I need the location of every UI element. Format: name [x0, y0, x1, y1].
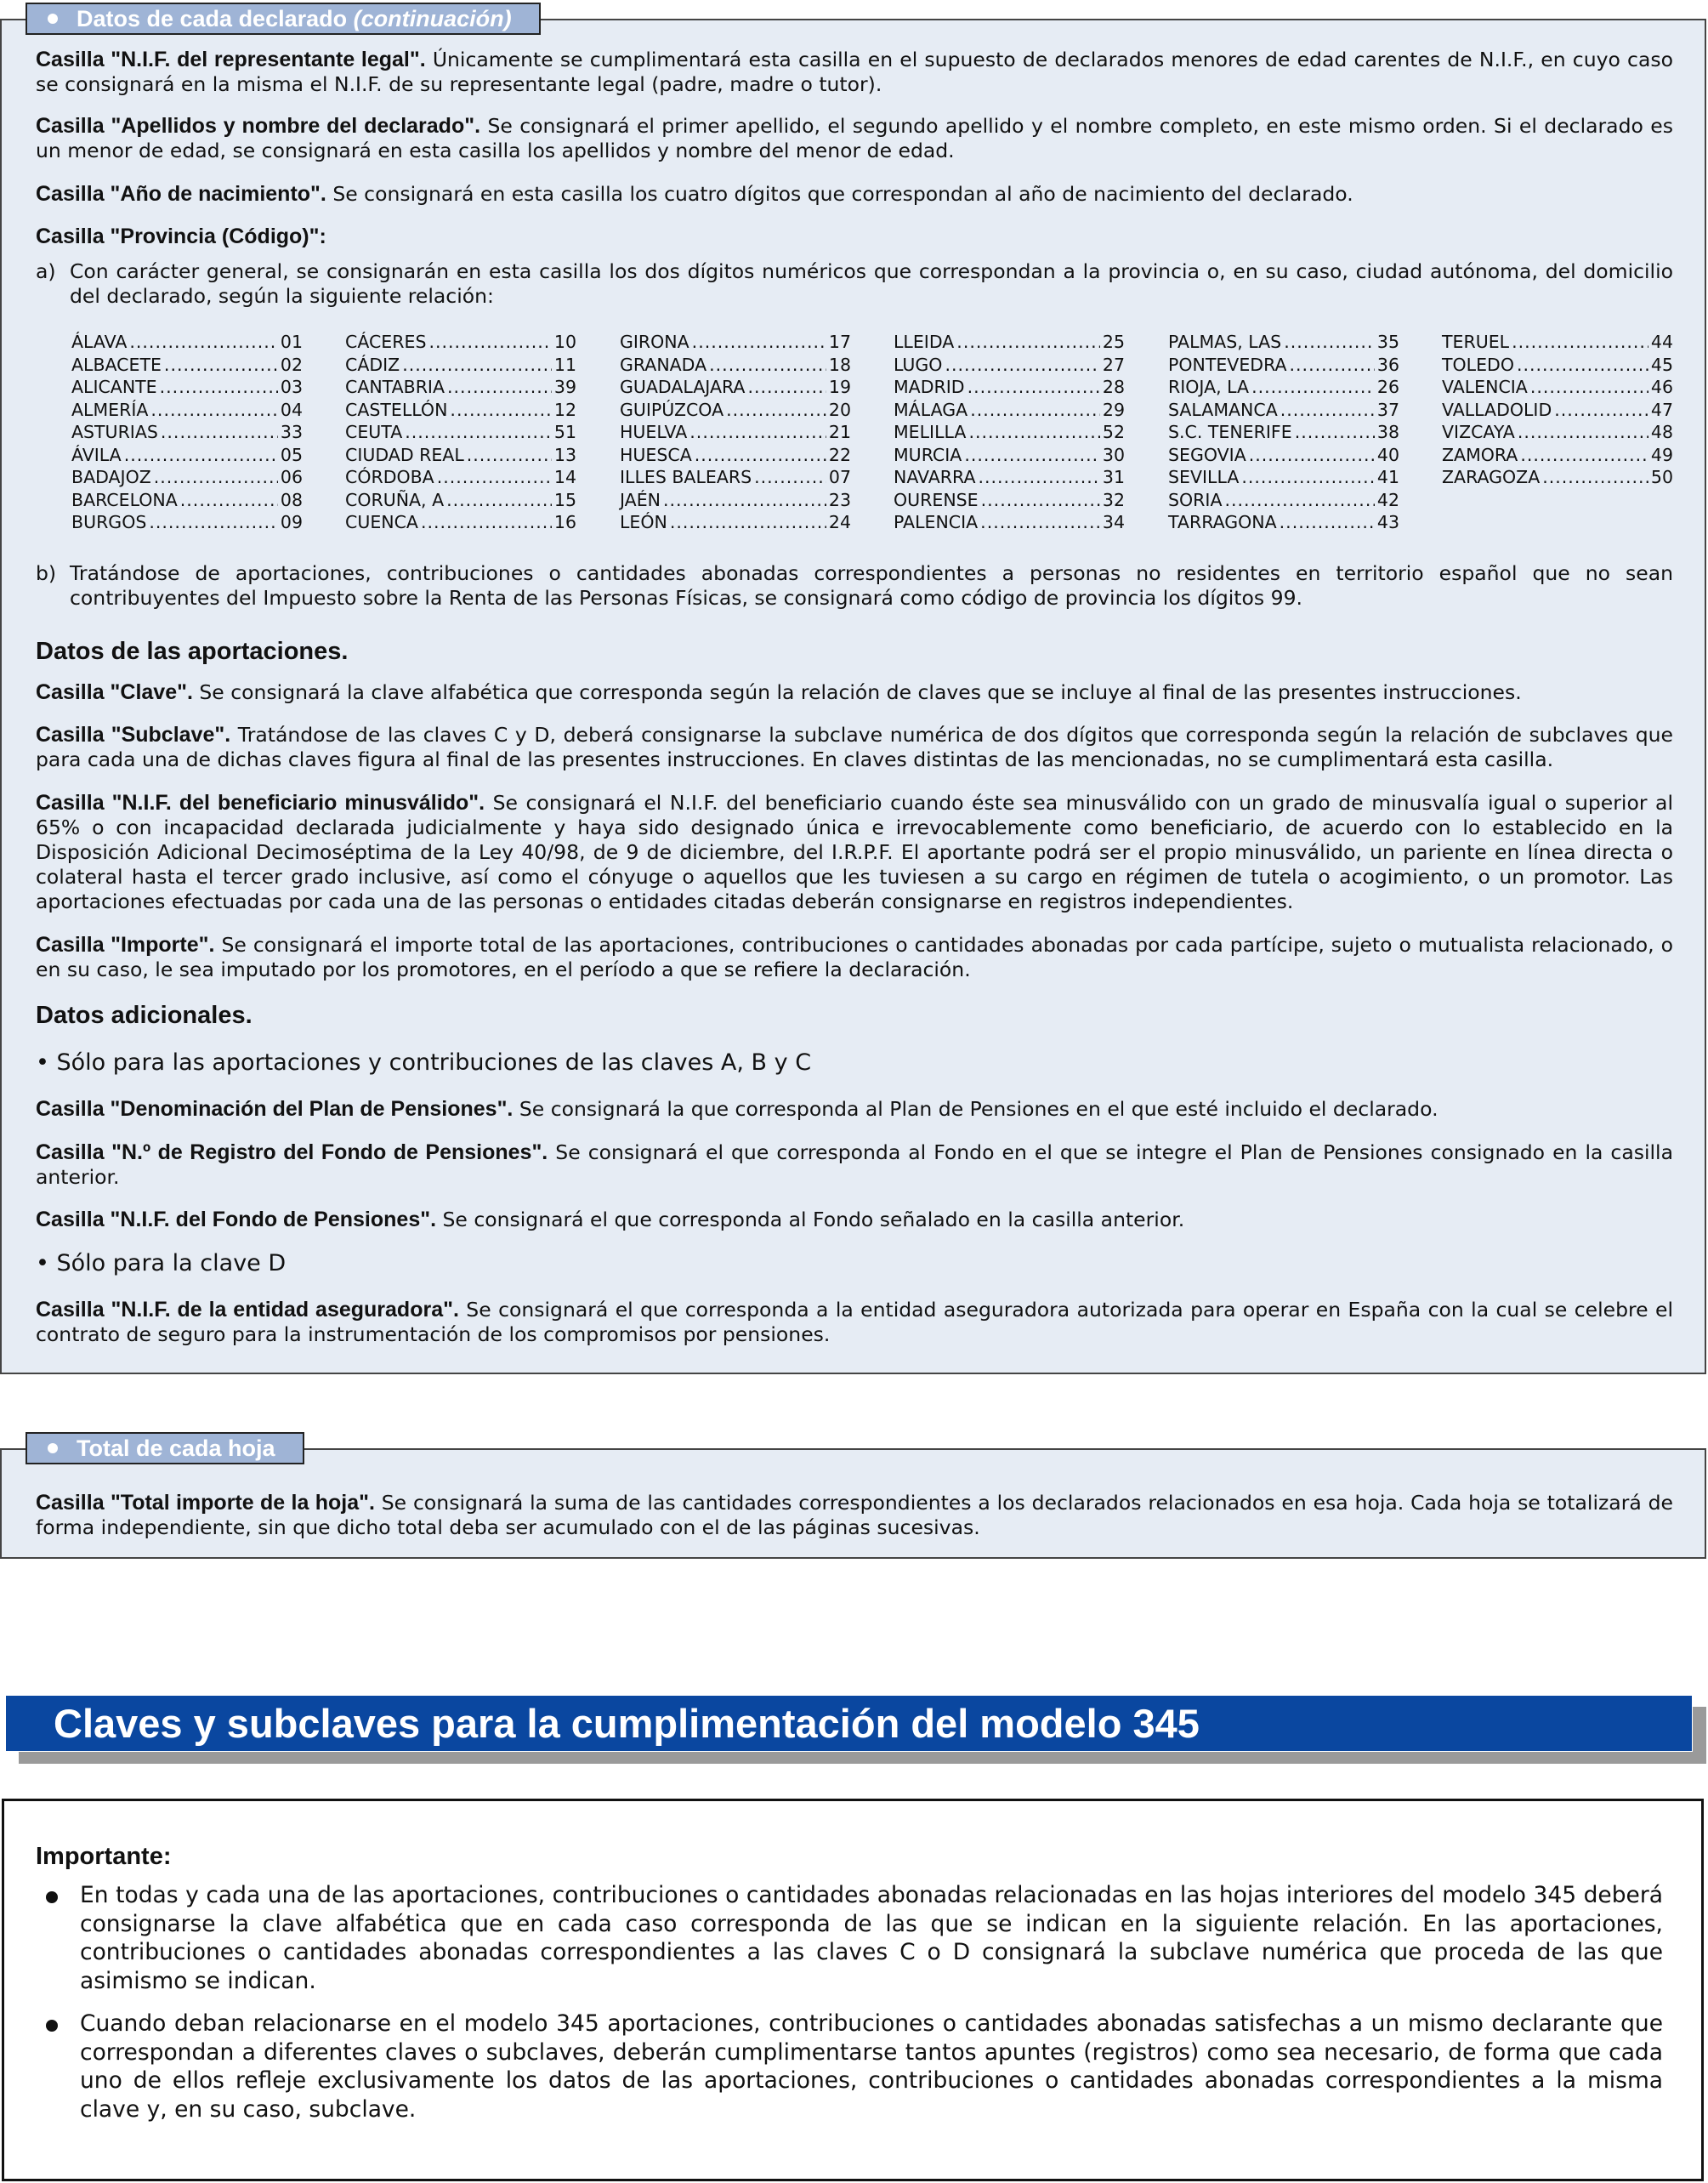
province-name: ILLES BALEARS [620, 467, 752, 487]
province-name: ZAMORA [1442, 444, 1518, 465]
province-code: 20 [828, 399, 851, 420]
province-row [1168, 466, 1399, 489]
casilla-text: Se consignará la clave alfabética que corresponda según la relación de claves que se incluye al final de las presentes instrucciones. [192, 680, 1522, 704]
list-letter-a: a) [36, 259, 56, 283]
province-code: 11 [553, 354, 576, 375]
dot-leader [1280, 511, 1375, 534]
province-code: 47 [1650, 399, 1673, 420]
dot-leader [1241, 466, 1375, 489]
bullet-dot-icon [46, 1891, 58, 1903]
province-code: 45 [1650, 354, 1673, 375]
province-name: MELILLA [894, 422, 967, 442]
province-code: 19 [828, 377, 851, 397]
province-code: 50 [1650, 467, 1673, 487]
province-row [1442, 466, 1673, 489]
province-code: 32 [1102, 489, 1125, 510]
province-code: 05 [280, 444, 303, 465]
province-row [894, 511, 1125, 534]
province-code: 27 [1102, 354, 1125, 375]
casilla-text: Únicamente se cumplimentará esta casilla en el supuesto de declarados menores de edad carentes de N.I.F., en cuyo caso se consignará en la misma el N.I.F. de su representante legal (padre, madre o tutor). [36, 48, 1673, 96]
dot-leader [124, 444, 278, 467]
dot-leader [1280, 399, 1375, 422]
province-code: 25 [1102, 332, 1125, 352]
bullet-icon [48, 1443, 58, 1453]
province-row [1442, 331, 1673, 354]
province-column [620, 331, 851, 534]
province-code: 10 [553, 332, 576, 352]
casilla-nif-representante [36, 48, 1673, 97]
province-row [345, 444, 576, 467]
province-name: SEVILLA [1168, 467, 1240, 487]
province-column [71, 331, 303, 534]
dot-leader [1517, 354, 1648, 377]
province-code: 39 [553, 377, 576, 397]
province-code: 09 [280, 512, 303, 532]
dot-leader [1251, 376, 1375, 399]
dot-leader [670, 511, 826, 534]
dot-leader [180, 489, 278, 512]
province-row [345, 489, 576, 512]
province-name: LLEIDA [894, 332, 955, 352]
dot-leader [1249, 444, 1375, 467]
province-name: LUGO [894, 354, 943, 375]
dot-leader [956, 331, 1100, 354]
province-name: LEÓN [620, 512, 667, 532]
province-row [620, 376, 851, 399]
province-name: GRANADA [620, 354, 707, 375]
province-row [1168, 331, 1399, 354]
casilla-text: Se consignará el primer apellido, el segundo apellido y el nombre completo, en este mismo orden. Si el declarado es un menor de edad, se consignará en esta casilla los apellidos y nombre del menor de edad. [36, 114, 1673, 162]
province-name: PONTEVEDRA [1168, 354, 1287, 375]
province-name: GUIPÚZCOA [620, 399, 724, 420]
province-name: CEUTA [345, 422, 403, 442]
casilla-text: Se consignará el que corresponda al Fondo señalado en la casilla anterior. [436, 1208, 1185, 1231]
province-row [1442, 421, 1673, 444]
province-code: 22 [828, 444, 851, 465]
province-code: 01 [280, 332, 303, 352]
province-name: ALMERÍA [71, 399, 149, 420]
dot-leader [1530, 376, 1648, 399]
dot-leader [450, 399, 551, 422]
dot-leader [695, 444, 826, 467]
province-code: 15 [553, 489, 576, 510]
province-code: 28 [1102, 377, 1125, 397]
province-code: 33 [280, 422, 303, 442]
province-name: CIUDAD REAL [345, 444, 464, 465]
claves-banner: Claves y subclaves para la cumplimentación del modelo 345 [5, 1695, 1693, 1752]
province-code: 03 [280, 377, 303, 397]
province-name: ALICANTE [71, 377, 157, 397]
province-name: BADAJOZ [71, 467, 151, 487]
province-code: 51 [553, 422, 576, 442]
dot-leader [437, 466, 552, 489]
casilla-provincia [36, 225, 1673, 249]
casilla-label: Casilla "Total importe de la hoja". [36, 1491, 375, 1515]
importante-title: Importante: [36, 1843, 172, 1870]
province-code: 17 [828, 332, 851, 352]
province-row [1168, 444, 1399, 467]
province-row [1442, 354, 1673, 377]
province-name: SALAMANCA [1168, 399, 1278, 420]
bullet-icon [48, 14, 58, 24]
province-row [1168, 399, 1399, 422]
province-name: PALMAS, LAS [1168, 332, 1282, 352]
province-code: 52 [1102, 422, 1125, 442]
importante-item-1: En todas y cada una de las aportaciones, contribuciones o cantidades abonadas relacionadas en las hojas interiores del modelo 345 deberá consignarse la clave alfabética que en cada caso corresponda de las que se indican en la siguiente relación. En las aportaciones, contribuciones o cantidades abonadas correspondientes a las claves C o D consignará la subclave numérica que proceda de las que asimismo se indican. [80, 1882, 1663, 1994]
province-name: MADRID [894, 377, 965, 397]
province-code: 14 [553, 467, 576, 487]
province-row [620, 331, 851, 354]
province-name: CORUÑA, A [345, 489, 445, 510]
dot-leader [709, 354, 826, 377]
province-row [71, 421, 303, 444]
province-row [620, 489, 851, 512]
province-name: RIOJA, LA [1168, 377, 1250, 397]
province-code: 13 [553, 444, 576, 465]
casilla-label: Casilla "Denominación del Plan de Pensiones". [36, 1097, 514, 1121]
casilla-text: Se consignará el que corresponda al Fondo en el que se integre el Plan de Pensiones consignado en la casilla anterior. [36, 1140, 1673, 1189]
province-row [894, 466, 1125, 489]
province-code: 26 [1376, 377, 1399, 397]
provincia-b-text: Tratándose de aportaciones, contribuciones o cantidades abonadas correspondientes a personas no residentes en territorio español que no sean contribuyentes del Impuesto sobre la Renta de las Personas Físicas, se consignará como código de provincia los dígitos 99. [70, 561, 1673, 610]
dot-leader [970, 399, 1100, 422]
provincia-a-text: Con carácter general, se consignarán en esta casilla los dos dígitos numéricos que correspondan a la provincia o, en su caso, ciudad autónoma, del domicilio del declarado, según la siguiente relación: [70, 259, 1673, 308]
dot-leader [150, 399, 278, 422]
dot-leader [945, 354, 1099, 377]
province-code: 37 [1376, 399, 1399, 420]
province-code: 36 [1376, 354, 1399, 375]
casilla-text: Se consignará el importe total de las aportaciones, contribuciones o cantidades abonadas por cada partícipe, sujeto o mutualista relacionado, o en su caso, le sea imputado por los promotores, en el período a que se refiere la declaración. [36, 933, 1673, 981]
province-row [345, 331, 576, 354]
casilla-label: Casilla "Apellidos y nombre del declarado". [36, 114, 481, 138]
province-name: ASTURIAS [71, 422, 158, 442]
dot-leader [1520, 444, 1648, 467]
casilla-label: Casilla "Clave". [36, 680, 193, 704]
province-code: 43 [1376, 512, 1399, 532]
province-row [620, 354, 851, 377]
dot-leader [1554, 399, 1648, 422]
casilla-label: Casilla "Año de nacimiento". [36, 182, 326, 206]
province-name: MURCIA [894, 444, 962, 465]
dot-leader [1542, 466, 1648, 489]
province-code: 48 [1650, 422, 1673, 442]
province-name: VALENCIA [1442, 377, 1528, 397]
province-name: ZARAGOZA [1442, 467, 1541, 487]
province-row [1168, 421, 1399, 444]
dot-leader [1284, 331, 1375, 354]
section-title-suffix: (continuación) [353, 6, 512, 31]
province-row [71, 376, 303, 399]
bullet-claves-abc: • Sólo para las aportaciones y contribuciones de las claves A, B y C [36, 1049, 812, 1076]
section-title: Datos de cada declarado [77, 6, 348, 31]
dot-leader [161, 421, 278, 444]
casilla-anio [36, 182, 1673, 207]
dot-leader [129, 331, 278, 354]
casilla-text: Se consignará el N.I.F. del beneficiario cuando éste sea minusválido con un grado de minusvalía igual o superior al 65% o con incapacidad declarada judicialmente y haya sido designado única e irrevocablemente como beneficiario, de acuerdo con lo establecido en la Disposición Adicional Decimoséptima de la Ley 40/98, de 9 de diciembre, del I.R.P.F. El aportante podrá ser el propio minusválido, un pariente en línea directa o colateral hasta el tercer grado inclusive, así como el cónyuge o aquellos que les tuviesen a su cargo en régimen de tutela o acogimiento, o un promotor. Las aportaciones efectuadas por cada una de las personas o entidades citadas deberán consignarse en registros independientes. [36, 791, 1673, 913]
province-row [345, 376, 576, 399]
province-column [894, 331, 1125, 534]
province-row [894, 421, 1125, 444]
province-row [620, 511, 851, 534]
province-code: 49 [1650, 444, 1673, 465]
province-name: CUENCA [345, 512, 418, 532]
province-name: ALBACETE [71, 354, 162, 375]
province-name: MÁLAGA [894, 399, 968, 420]
province-row [620, 466, 851, 489]
province-code: 42 [1376, 489, 1399, 510]
province-code: 31 [1102, 467, 1125, 487]
province-row [345, 421, 576, 444]
province-name: GUADALAJARA [620, 377, 746, 397]
province-name: SORIA [1168, 489, 1223, 510]
province-code: 46 [1650, 377, 1673, 397]
province-row [894, 489, 1125, 512]
casilla-importe [36, 933, 1673, 982]
province-code: 35 [1376, 332, 1399, 352]
province-column [1442, 331, 1673, 489]
province-name: TERUEL [1442, 332, 1510, 352]
province-row [1168, 354, 1399, 377]
province-column [1168, 331, 1399, 534]
dot-leader [692, 331, 826, 354]
province-name: BARCELONA [71, 489, 178, 510]
dot-leader [1512, 331, 1648, 354]
province-code: 06 [280, 467, 303, 487]
bullet-dot-icon [46, 2020, 58, 2032]
province-row [345, 511, 576, 534]
province-row [345, 354, 576, 377]
dot-leader [405, 421, 552, 444]
dot-leader [726, 399, 826, 422]
province-code: 41 [1376, 467, 1399, 487]
province-name: GIRONA [620, 332, 689, 352]
province-name: BURGOS [71, 512, 147, 532]
province-row [71, 466, 303, 489]
dot-leader [981, 489, 1100, 512]
casilla-apellidos [36, 114, 1673, 163]
province-name: JAÉN [620, 489, 661, 510]
casilla-text: Se consignará en esta casilla los cuatro dígitos que correspondan al año de nacimiento del declarado. [326, 182, 1353, 206]
province-name: VALLADOLID [1442, 399, 1552, 420]
province-row [1442, 444, 1673, 467]
province-name: TOLEDO [1442, 354, 1514, 375]
list-letter-b: b) [36, 561, 57, 585]
bullet-clave-d: • Sólo para la clave D [36, 1250, 287, 1276]
province-code: 23 [828, 489, 851, 510]
dot-leader [164, 354, 278, 377]
province-code: 38 [1376, 422, 1399, 442]
section-header-total [26, 1432, 304, 1464]
dot-leader [467, 444, 552, 467]
province-code: 21 [828, 422, 851, 442]
dot-leader [447, 376, 552, 399]
dot-leader [1295, 421, 1375, 444]
province-name: CASTELLÓN [345, 399, 448, 420]
casilla-subclave [36, 723, 1673, 772]
province-code: 08 [280, 489, 303, 510]
casilla-text: Se consignará la que corresponda al Plan de Pensiones en el que esté incluido el declarado. [513, 1097, 1438, 1121]
province-code: 12 [553, 399, 576, 420]
province-row [1442, 376, 1673, 399]
province-name: CÁCERES [345, 332, 427, 352]
dot-leader [754, 466, 826, 489]
province-row [345, 399, 576, 422]
province-code: 18 [828, 354, 851, 375]
province-row [894, 354, 1125, 377]
province-code: 34 [1102, 512, 1125, 532]
dot-leader [968, 421, 1099, 444]
dot-leader [1518, 421, 1648, 444]
casilla-label: Casilla "N.I.F. del representante legal". [36, 48, 426, 71]
dot-leader [689, 421, 826, 444]
province-name: ÁLAVA [71, 332, 128, 352]
casilla-clave [36, 680, 1673, 705]
province-row [71, 511, 303, 534]
province-code: 24 [828, 512, 851, 532]
dot-leader [1224, 489, 1374, 512]
section-title: Total de cada hoja [77, 1435, 275, 1461]
province-name: S.C. TENERIFE [1168, 422, 1292, 442]
dot-leader [978, 466, 1099, 489]
casilla-text: Se consignará la suma de las cantidades correspondientes a los declarados relacionados en esa hoja. Cada hoja se totalizará de forma independiente, sin que dicho total deba ser acumulado con el de las páginas sucesivas. [36, 1491, 1674, 1539]
casilla-label: Casilla "N.º de Registro del Fondo de Pensiones". [36, 1140, 548, 1164]
dot-leader [663, 489, 826, 512]
province-row [894, 444, 1125, 467]
dot-leader [160, 376, 278, 399]
province-name: HUESCA [620, 444, 692, 465]
province-name: CÁDIZ [345, 354, 400, 375]
dot-leader [402, 354, 552, 377]
province-name: TARRAGONA [1168, 512, 1277, 532]
importante-item-2: Cuando deban relacionarse en el modelo 345 aportaciones, contribuciones o cantidades abonadas satisfechas a un mismo declarante que correspondan a diferentes claves o subclaves, deberán cumplimentarse tantos apuntes (registros) como sea necesario, de forma que cada uno de ellos refleje exclusivamente los datos de las aportaciones, contribuciones o cantidades abonadas correspondientes a la misma clave y, en su caso, subclave. [80, 2010, 1663, 2123]
province-row [620, 444, 851, 467]
casilla-text: Se consignará el que corresponda a la entidad aseguradora autorizada para operar en España con la cual se celebre el contrato de seguro para la instrumentación de los compromisos por pensiones. [36, 1298, 1673, 1346]
province-name: NAVARRA [894, 467, 976, 487]
province-row [71, 489, 303, 512]
dot-leader [747, 376, 826, 399]
province-row [894, 331, 1125, 354]
province-row [620, 399, 851, 422]
casilla-registro-fondo [36, 1140, 1673, 1190]
province-code: 40 [1376, 444, 1399, 465]
province-column [345, 331, 576, 534]
province-row [71, 399, 303, 422]
province-row [1168, 376, 1399, 399]
casilla-nif-fondo [36, 1208, 1673, 1232]
province-code: 16 [553, 512, 576, 532]
casilla-label: Casilla "Importe". [36, 933, 215, 957]
dot-leader [967, 376, 1100, 399]
province-name: OURENSE [894, 489, 979, 510]
province-row [1168, 511, 1399, 534]
province-name: SEGOVIA [1168, 444, 1246, 465]
dot-leader [428, 331, 551, 354]
casilla-label: Casilla "N.I.F. del beneficiario minusválido". [36, 791, 485, 815]
province-code: 02 [280, 354, 303, 375]
province-code: 04 [280, 399, 303, 420]
province-name: PALENCIA [894, 512, 979, 532]
province-name: ÁVILA [71, 444, 122, 465]
casilla-nif-beneficiario [36, 791, 1673, 914]
province-row [71, 444, 303, 467]
dot-leader [964, 444, 1100, 467]
dot-leader [154, 466, 278, 489]
province-row [894, 376, 1125, 399]
casilla-nif-aseguradora [36, 1298, 1673, 1347]
dot-leader [421, 511, 552, 534]
dot-leader [1290, 354, 1375, 377]
province-row [1168, 489, 1399, 512]
heading-adicionales: Datos adicionales. [36, 1002, 253, 1029]
casilla-denominacion [36, 1097, 1673, 1122]
province-row [1442, 399, 1673, 422]
casilla-total-importe [36, 1491, 1673, 1540]
dot-leader [446, 489, 552, 512]
province-name: HUELVA [620, 422, 688, 442]
province-code: 30 [1102, 444, 1125, 465]
section-header-datos [26, 3, 541, 35]
province-name: CANTABRIA [345, 377, 445, 397]
province-row [71, 354, 303, 377]
dot-leader [980, 511, 1100, 534]
casilla-label: Casilla "Subclave". [36, 723, 231, 747]
province-row [71, 331, 303, 354]
heading-aportaciones: Datos de las aportaciones. [36, 638, 349, 665]
casilla-text: Tratándose de las claves C y D, deberá consignarse la subclave numérica de dos dígitos que corresponda según la relación de subclaves que para cada una de dichas claves figura al final de las presentes instrucciones. En claves distintas de las mencionadas, no se cumplimentará esta casilla. [36, 723, 1673, 771]
dot-leader [149, 511, 278, 534]
casilla-label: Casilla "N.I.F. de la entidad aseguradora". [36, 1298, 459, 1322]
province-code: 07 [828, 467, 851, 487]
province-row [345, 466, 576, 489]
province-row [620, 421, 851, 444]
casilla-label: Casilla "N.I.F. del Fondo de Pensiones". [36, 1208, 437, 1231]
casilla-label: Casilla "Provincia (Código)": [36, 225, 326, 248]
province-code: 44 [1650, 332, 1673, 352]
province-name: CÓRDOBA [345, 467, 434, 487]
province-name: VIZCAYA [1442, 422, 1515, 442]
province-row [894, 399, 1125, 422]
province-code: 29 [1102, 399, 1125, 420]
